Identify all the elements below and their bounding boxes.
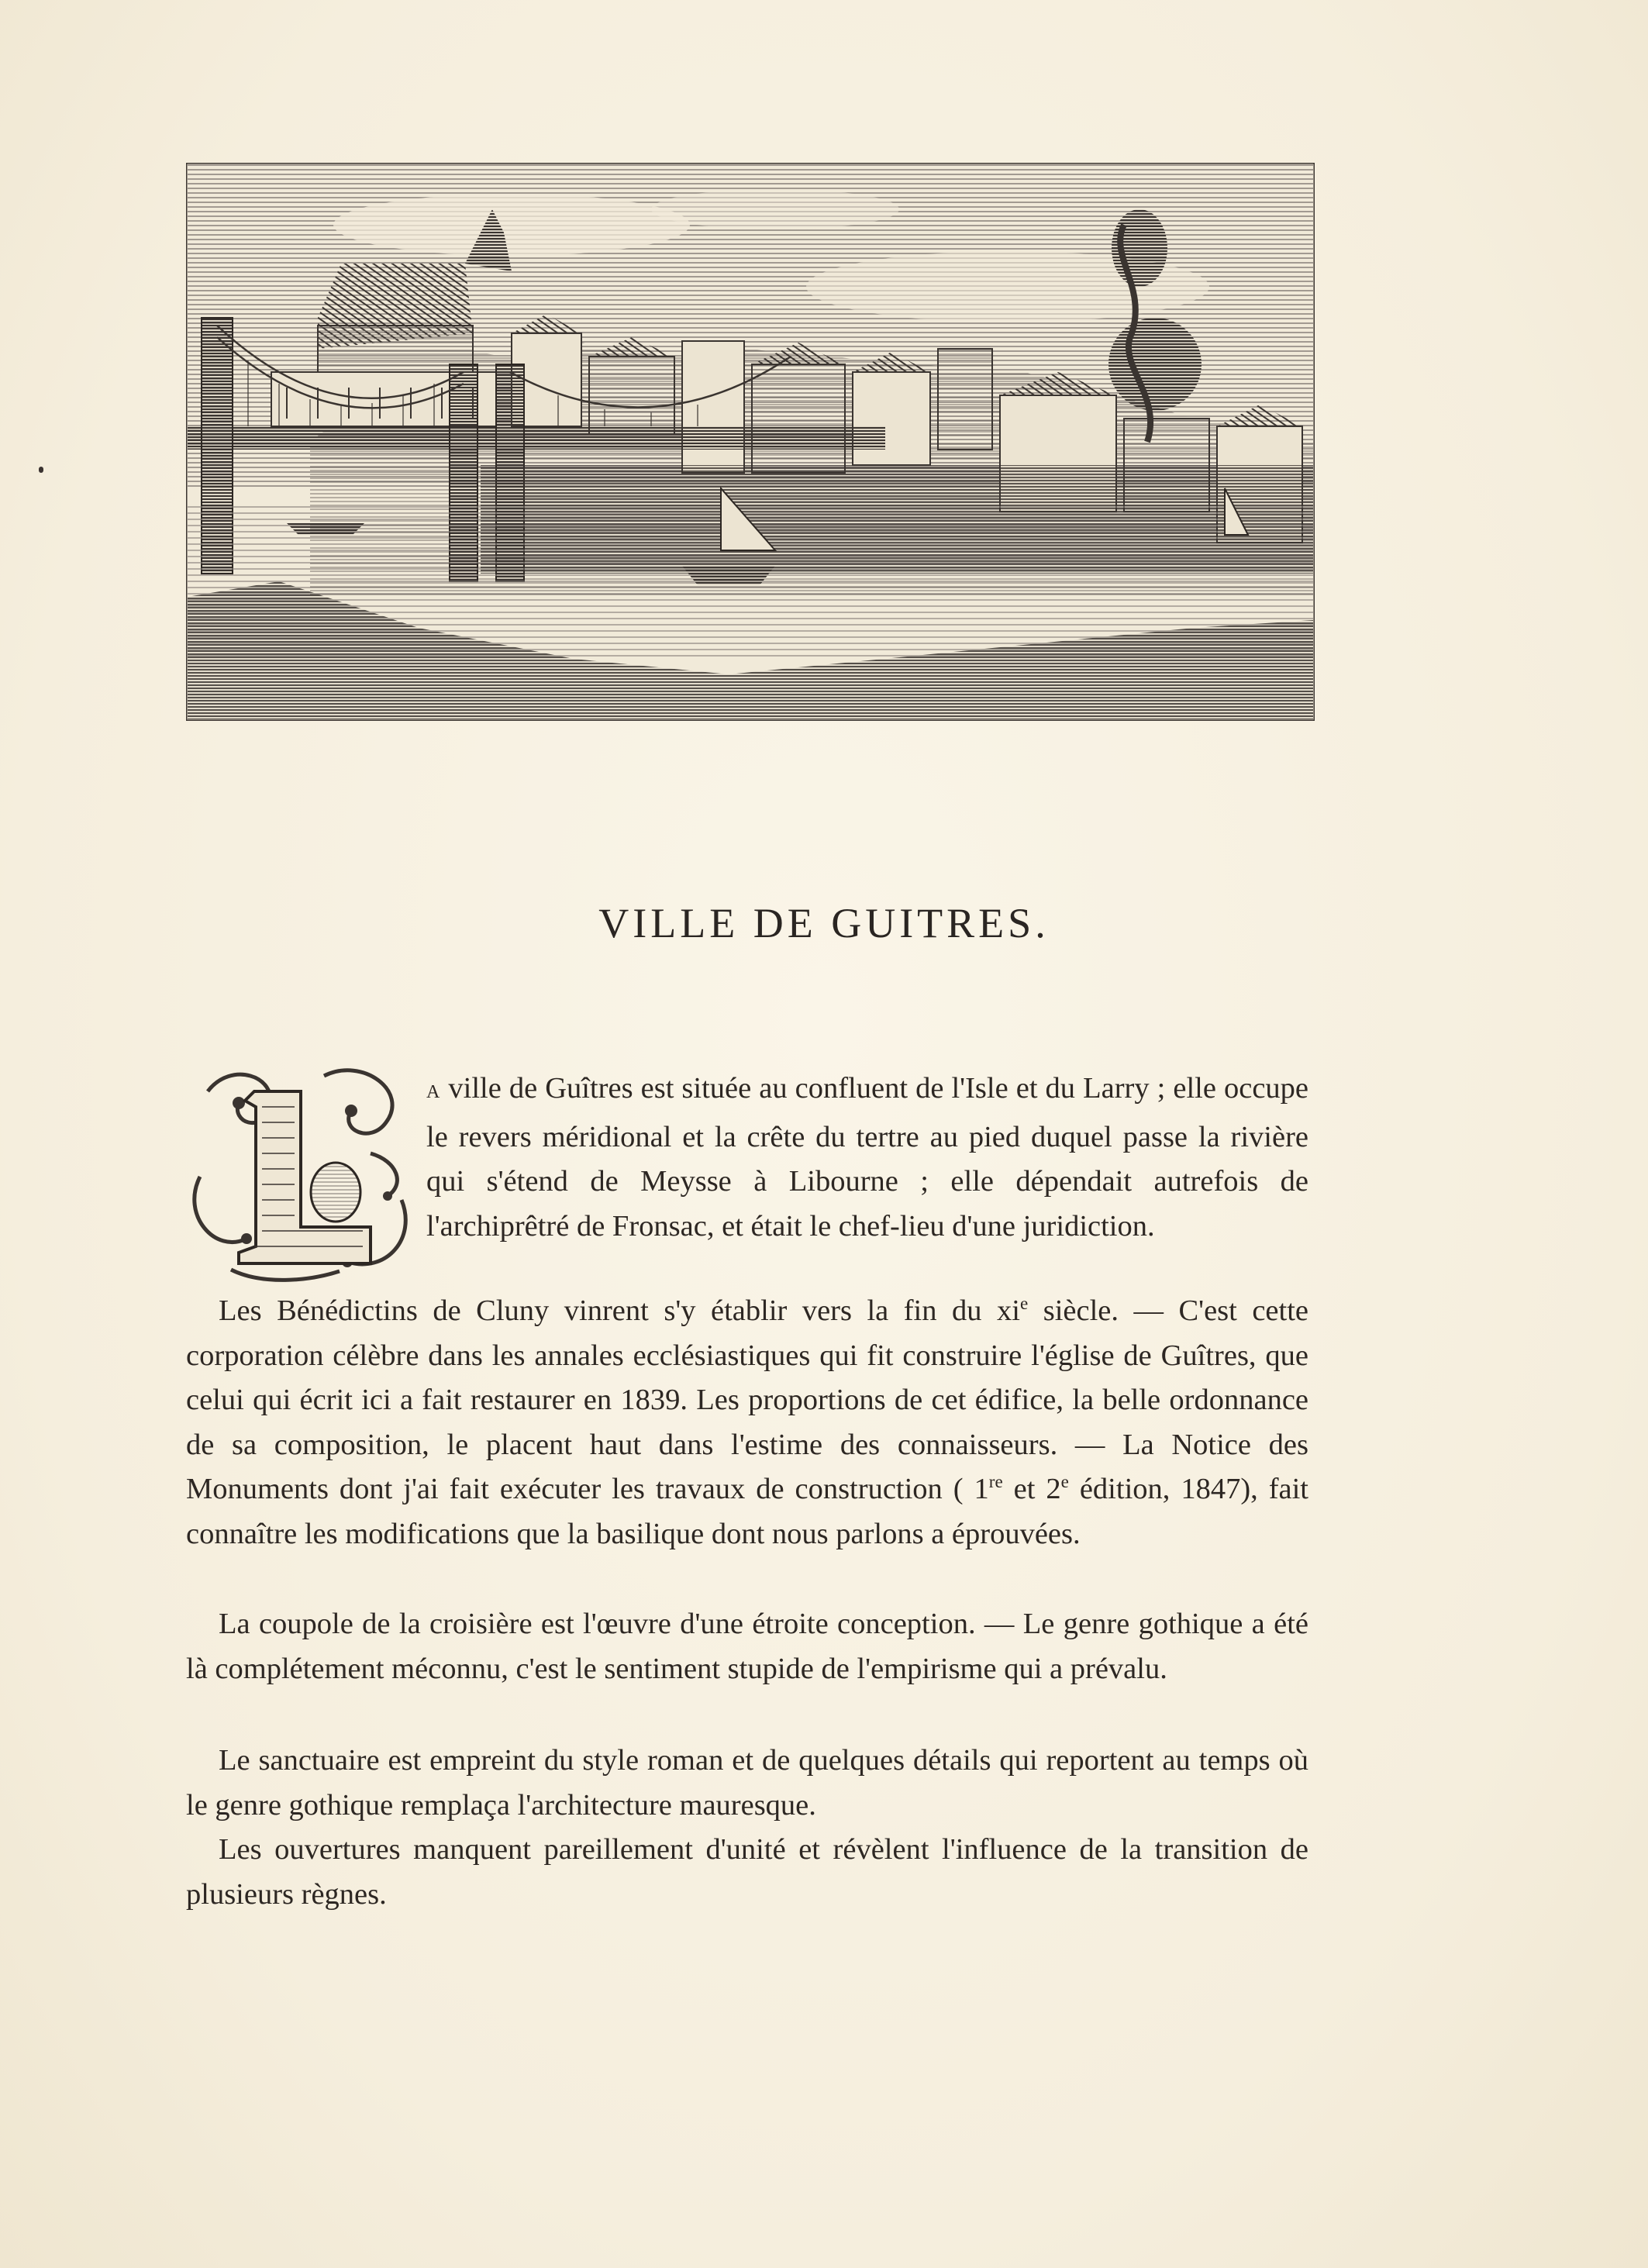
edition-1-superscript: re (988, 1471, 1003, 1492)
paragraph-2-part: Les Bénédictins de Cluny vinrent s'y établir vers la fin du (219, 1294, 982, 1327)
paragraph-4-text: Le sanctuaire est empreint du style roman et de quelques détails qui reportent au temps où le genre gothique remplaça l'architecture mauresque. (186, 1744, 1308, 1822)
paragraph-2 (186, 1289, 1308, 1556)
paragraph-4 (186, 1739, 1308, 1828)
edition-2-superscript: e (1060, 1471, 1069, 1492)
paragraph-3-text: La coupole de la croisière est l'œuvre d'une étroite conception. — Le genre gothique a été là complétement méconnu, c'est le sentiment stupide de l'empirisme qui a prévalu. (186, 1608, 1308, 1685)
century-numeral: xi (997, 1294, 1020, 1327)
edition-1: 1 (974, 1473, 989, 1505)
paragraph-2-part: siècle. — C'est cette corporation célèbre dans les annales ecclésiastiques qui fit construire l'église de Guîtres, que celui qui écrit ici a fait restaurer en 1839. Les proportions de cet édifice, la belle ordonnance de sa composition, le placent haut dans l'estime des connaisseurs. — La Notice des Monuments dont j'ai fait exécuter les travaux de construction ( (186, 1294, 1309, 1505)
initial-rest: A (426, 1082, 441, 1102)
paragraph-1 (186, 1067, 1308, 1249)
paragraph-2-part: édition, 1847), fait connaître les modifications que la basilique dont nous parlons a éprouvées. (186, 1473, 1309, 1550)
paragraph-5-text: Les ouvertures manquent pareillement d'unité et révèlent l'influence de la transition de plusieurs règnes. (186, 1833, 1308, 1911)
edition-2: 2 (1046, 1473, 1061, 1505)
paragraph-3 (186, 1602, 1308, 1691)
engraving-illustration (186, 163, 1315, 721)
ink-speck (39, 467, 43, 473)
paragraph-5 (186, 1828, 1308, 1917)
century-superscript: e (1019, 1293, 1029, 1314)
paragraph-2-part: et (1013, 1473, 1036, 1505)
page-title: VILLE DE GUITRES. (598, 900, 1050, 946)
paragraph-1-text: ville de Guîtres est située au confluent de l'Isle et du Larry ; elle occupe le revers méridional et la crête du tertre au pied duquel passe la rivière qui s'étend de Meysse à Libourne ; elle dépendait autrefois de l'archiprêtré de Fronsac, et était le chef-lieu d'une juridiction. (426, 1072, 1308, 1243)
